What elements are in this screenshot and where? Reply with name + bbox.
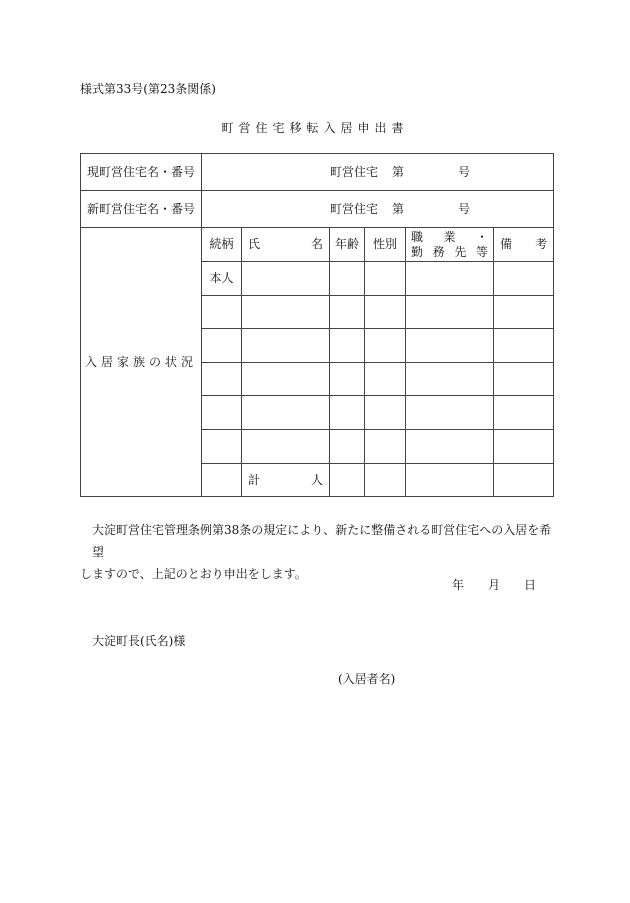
occupation-header-l1b: 業 xyxy=(443,230,456,245)
age-header: 年齢 xyxy=(330,228,365,262)
date-day: 日 xyxy=(524,578,537,592)
sex-cell[interactable] xyxy=(365,362,406,396)
new-housing-label: 新町営住宅名・番号 xyxy=(81,191,202,228)
total-cell[interactable] xyxy=(242,463,330,497)
name-cell[interactable] xyxy=(242,429,330,463)
form-title: 町営住宅移転入居申出書 xyxy=(221,121,409,135)
age-cell[interactable] xyxy=(330,396,365,430)
new-housing-prefix: 町営住宅 xyxy=(330,201,379,216)
current-housing-label: 現町営住宅名・番号 xyxy=(81,154,202,191)
remarks-cell xyxy=(494,463,554,497)
occupation-header-l1a: 職 xyxy=(411,230,424,245)
name-header-a: 氏 xyxy=(248,237,261,252)
new-housing-row xyxy=(81,191,554,228)
occupation-header-l2c: 先 xyxy=(454,244,467,259)
name-cell[interactable] xyxy=(242,262,330,296)
relation-cell[interactable] xyxy=(202,362,242,396)
applicant-name-label: (入居者名) xyxy=(338,672,396,686)
remarks-cell[interactable] xyxy=(494,262,554,296)
relation-self-cell: 本人 xyxy=(202,262,242,296)
occupation-cell[interactable] xyxy=(406,329,494,363)
sex-header: 性別 xyxy=(365,228,406,262)
remarks-cell[interactable] xyxy=(494,362,554,396)
relation-cell xyxy=(202,463,242,497)
remarks-cell[interactable] xyxy=(494,329,554,363)
remarks-cell[interactable] xyxy=(494,396,554,430)
total-label-b: 人 xyxy=(310,472,323,487)
name-cell[interactable] xyxy=(242,295,330,329)
new-housing-dai: 第 xyxy=(392,201,405,216)
remarks-header-a: 備 xyxy=(500,237,513,252)
age-cell[interactable] xyxy=(330,262,365,296)
age-cell xyxy=(330,463,365,497)
name-header xyxy=(242,228,330,262)
addressee: 大淀町長(氏名)様 xyxy=(92,634,186,648)
application-table xyxy=(80,153,554,497)
new-housing-field[interactable] xyxy=(202,191,554,228)
occupation-cell[interactable] xyxy=(406,362,494,396)
remarks-header-b: 考 xyxy=(535,237,548,252)
date-line xyxy=(452,576,536,593)
occupation-cell[interactable] xyxy=(406,295,494,329)
relation-cell[interactable] xyxy=(202,429,242,463)
current-housing-row xyxy=(81,154,554,191)
remarks-header xyxy=(494,228,554,262)
date-month: 月 xyxy=(488,578,501,592)
occupation-cell[interactable] xyxy=(406,429,494,463)
total-label-a: 計 xyxy=(248,472,261,487)
occupation-cell[interactable] xyxy=(406,262,494,296)
remarks-cell[interactable] xyxy=(494,295,554,329)
form-number: 様式第33号(第23条関係) xyxy=(80,82,216,96)
relation-cell[interactable] xyxy=(202,396,242,430)
sex-cell[interactable] xyxy=(365,262,406,296)
age-cell[interactable] xyxy=(330,295,365,329)
family-header-row xyxy=(81,228,554,262)
sex-cell[interactable] xyxy=(365,329,406,363)
occupation-cell xyxy=(406,463,494,497)
age-cell[interactable] xyxy=(330,329,365,363)
declaration-line-2: しますので、上記のとおり申出をします。 xyxy=(80,567,307,581)
relation-header: 続柄 xyxy=(202,228,242,262)
occupation-header-l2d: 等 xyxy=(475,244,488,259)
current-housing-dai: 第 xyxy=(392,164,405,179)
sex-cell xyxy=(365,463,406,497)
name-cell[interactable] xyxy=(242,396,330,430)
remarks-cell[interactable] xyxy=(494,429,554,463)
sex-cell[interactable] xyxy=(365,295,406,329)
relation-cell[interactable] xyxy=(202,295,242,329)
current-housing-prefix: 町営住宅 xyxy=(330,164,379,179)
occupation-cell[interactable] xyxy=(406,396,494,430)
age-cell[interactable] xyxy=(330,362,365,396)
occupation-header-l2b: 務 xyxy=(432,244,445,259)
family-status-label: 入居家族の状況 xyxy=(81,228,202,497)
new-housing-go: 号 xyxy=(458,201,471,216)
current-housing-go: 号 xyxy=(458,164,471,179)
sex-cell[interactable] xyxy=(365,429,406,463)
occupation-header-l1c: ・ xyxy=(475,230,488,245)
current-housing-field[interactable] xyxy=(202,154,554,191)
sex-cell[interactable] xyxy=(365,396,406,430)
name-header-b: 名 xyxy=(310,237,323,252)
occupation-header xyxy=(406,228,494,262)
name-cell[interactable] xyxy=(242,329,330,363)
name-cell[interactable] xyxy=(242,362,330,396)
date-year: 年 xyxy=(452,578,465,592)
age-cell[interactable] xyxy=(330,429,365,463)
occupation-header-l2a: 勤 xyxy=(411,244,424,259)
declaration-line-1: 大淀町営住宅管理条例第38条の規定により、新たに整備される町営住宅への入居を希望 xyxy=(92,523,552,559)
relation-cell[interactable] xyxy=(202,329,242,363)
